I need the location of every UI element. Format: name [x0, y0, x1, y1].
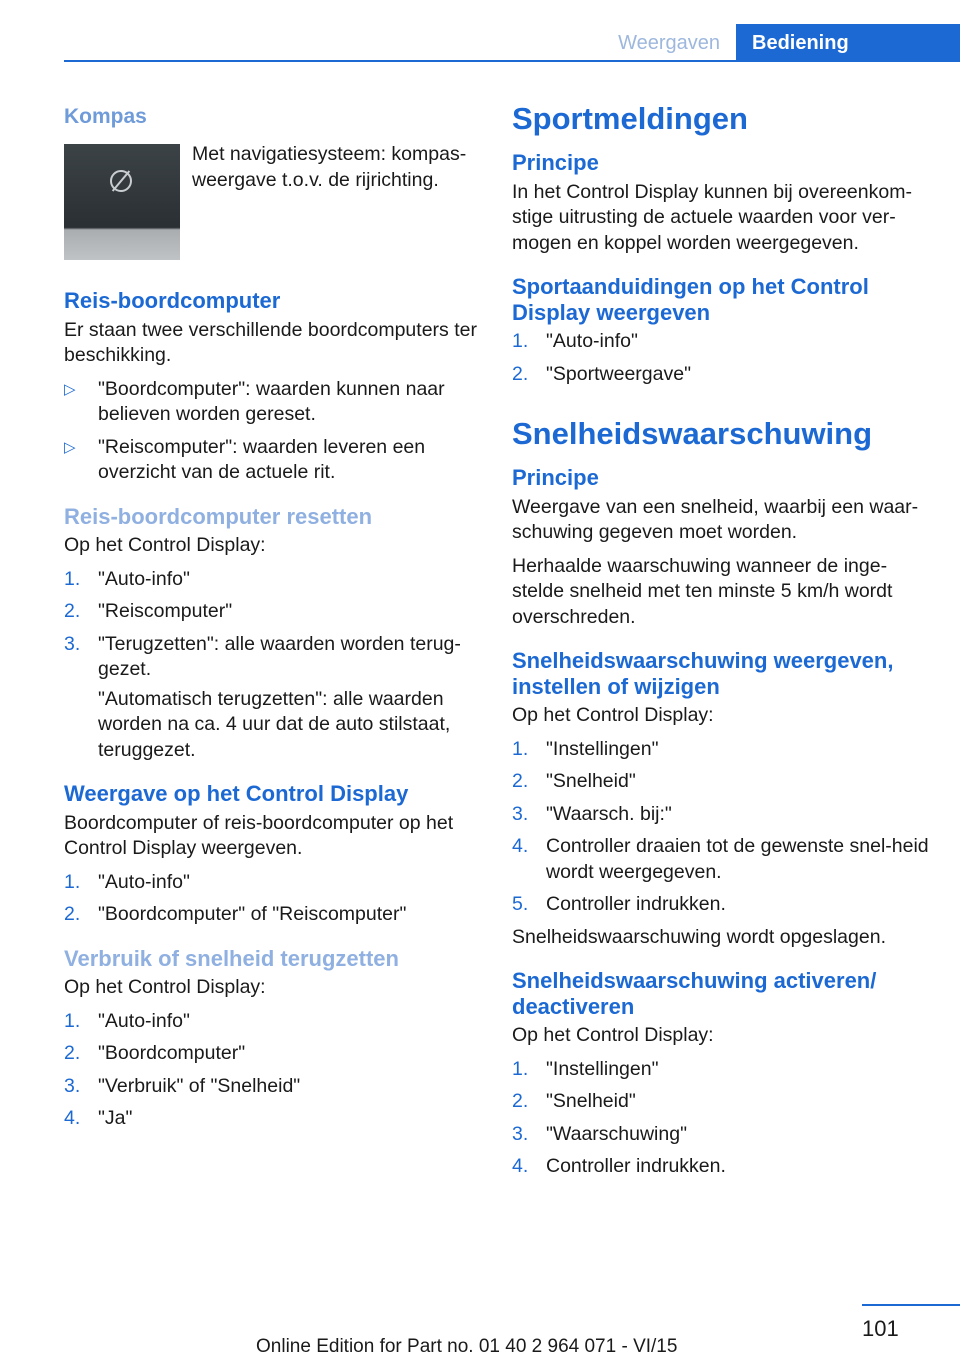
footer-rule [862, 1304, 960, 1306]
reis-title: Reis-boordcomputer [64, 288, 281, 313]
reset-intro: Op het Control Display: [64, 534, 266, 556]
kompas-text: Met navigatiesysteem: kompas-weergave t.o.v. de rijrichting. [192, 143, 467, 191]
header-chapter-tab: Bediening [736, 24, 960, 62]
list-item: 5. Controller indrukken. [512, 893, 726, 915]
list-item: 4. Controller draaien tot de gewenste snel-heid wordt weergegeven. [512, 835, 929, 883]
triangle-bullet-icon: ▷ [64, 380, 76, 398]
snel-activate-title: Snelheidswaarschuwing activeren/ deactiveren [512, 968, 877, 1019]
sport-principe-title: Principe [512, 150, 599, 175]
kompas-display-image [64, 144, 180, 260]
list-item: 4. Controller indrukken. [512, 1155, 726, 1177]
list-item: 1. "Auto-info" [64, 1009, 190, 1032]
list-item: 1. "Auto-info" [512, 330, 638, 352]
snel-principe-text-1: Weergave van een snelheid, waarbij een waar-schuwing gegeven moet worden. [512, 495, 919, 543]
list-item: ▷ "Reiscomputer": waarden leveren een overzicht van de actuele rit. [64, 435, 426, 483]
list-item: 1. "Auto-info" [64, 870, 190, 893]
edition-line: Online Edition for Part no. 01 40 2 964 071 - VI/15 [256, 1336, 678, 1357]
sport-principe-text: In het Control Display kunnen bij overeenkom-stige uitrusting de actuele waarden voor ver-mogen en koppel worden weergegeven. [512, 180, 912, 254]
page-number: 101 [862, 1316, 899, 1341]
list-item: ▷ "Boordcomputer": waarden kunnen naar believen worden gereset. [64, 377, 445, 425]
list-item: 1. "Instellingen" [512, 737, 659, 760]
snel-activate-intro: Op het Control Display: [512, 1024, 714, 1046]
list-item: 2. "Reiscomputer" [64, 600, 233, 622]
list-item: 3. "Terugzetten": alle waarden worden terug-gezet. "Automatisch terugzetten": alle waarden worden na ca. 4 uur dat de auto stilstaat, teruggezet. [64, 632, 478, 764]
list-item: 1. "Auto-info" [64, 567, 190, 590]
snel-principe-title: Principe [512, 465, 599, 490]
list-item: 3. "Verbruik" of "Snelheid" [64, 1074, 301, 1097]
page-header [0, 0, 960, 62]
reis-bullet-list [64, 377, 478, 486]
sport-steps [512, 329, 932, 387]
list-item: 2. "Snelheid" [512, 770, 636, 792]
sport-title: Sportmeldingen [512, 101, 748, 136]
right-column [512, 100, 932, 1187]
header-rule [64, 60, 960, 62]
weergave-title: Weergave op het Control Display [64, 781, 409, 806]
list-item: 4. "Ja" [64, 1107, 133, 1129]
snel-principe-text-2: Herhaalde waarschuwing wanneer de inge-stelde snelheid met ten minste 5 km/h wordt overschreden. [512, 554, 893, 628]
triangle-bullet-icon: ▷ [64, 438, 76, 456]
snel-set-after: Snelheidswaarschuwing wordt opgeslagen. [512, 925, 886, 948]
snel-set-title: Snelheidswaarschuwing weergeven, instellen of wijzigen [512, 648, 894, 699]
verbruik-title: Verbruik of snelheid terugzetten [64, 945, 399, 971]
verbruik-steps [64, 1009, 478, 1132]
snel-title: Snelheidswaarschuwing [512, 416, 873, 451]
weergave-steps [64, 870, 478, 928]
left-column [64, 100, 478, 1139]
kompas-title: Kompas [64, 105, 147, 128]
compass-off-icon [110, 170, 132, 192]
list-item: 1. "Instellingen" [512, 1057, 659, 1080]
kompas-section [64, 100, 478, 270]
reset-note: "Automatisch terugzetten": alle waarden worden na ca. 4 uur dat de auto stilstaat, teruggezet. [98, 687, 451, 761]
list-item: 2. "Boordcomputer" [64, 1042, 246, 1064]
snel-set-intro: Op het Control Display: [512, 704, 714, 726]
list-item: 3. "Waarschuwing" [512, 1122, 688, 1145]
snel-set-steps [512, 737, 932, 918]
reis-text: Er staan twee verschillende boordcomputers ter beschikking. [64, 318, 477, 366]
list-item: 2. "Boordcomputer" of "Reiscomputer" [64, 903, 407, 925]
snel-activate-steps [512, 1057, 932, 1180]
weergave-text: Boordcomputer of reis-boordcomputer op het Control Display weergeven. [64, 811, 454, 859]
header-section: Weergaven [618, 32, 720, 54]
list-item: 3. "Waarsch. bij:" [512, 802, 672, 825]
list-item: 2. "Sportweergave" [512, 362, 692, 385]
sport-display-title: Sportaanduidingen op het Control Display weergeven [512, 274, 869, 325]
verbruik-intro: Op het Control Display: [64, 976, 266, 998]
list-item: 2. "Snelheid" [512, 1090, 636, 1112]
reset-title: Reis-boordcomputer resetten [64, 503, 373, 529]
reset-steps [64, 567, 478, 764]
